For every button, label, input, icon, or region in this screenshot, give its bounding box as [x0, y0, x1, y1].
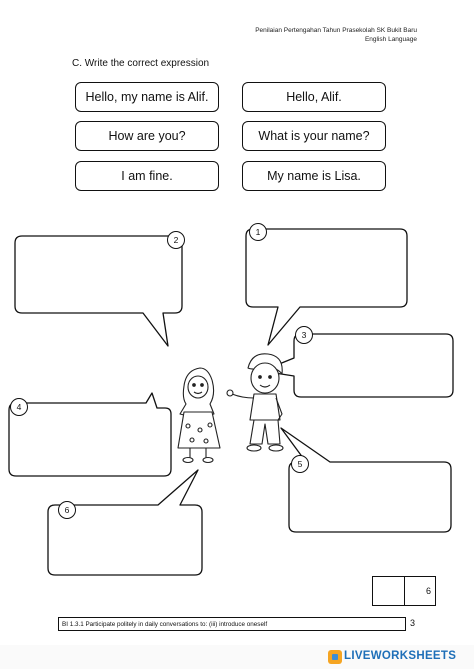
score-divider	[404, 577, 405, 605]
expression-label: Hello, Alif.	[286, 90, 342, 104]
bubble-number: 3	[301, 330, 307, 340]
bubble-number: 1	[255, 227, 261, 237]
speech-bubble-1[interactable]	[246, 229, 407, 345]
header-subject: English Language	[364, 36, 417, 43]
expression-label: My name is Lisa.	[267, 169, 361, 183]
speech-bubble-3[interactable]	[262, 334, 453, 397]
expression-label: How are you?	[108, 129, 186, 143]
score-value: 6	[425, 586, 431, 596]
speech-bubble-4[interactable]	[9, 393, 171, 476]
expression-label: I am fine.	[121, 169, 173, 183]
liveworksheets-logo-icon[interactable]	[328, 650, 342, 664]
brand-name[interactable]: LIVEWORKSHEETS	[344, 650, 457, 662]
expression-label: What is your name?	[258, 129, 370, 143]
speech-bubble-6[interactable]	[48, 470, 202, 575]
bubble-number: 2	[173, 235, 179, 245]
page-number: 3	[410, 618, 416, 628]
expression-label: Hello, my name is Alif.	[85, 90, 209, 104]
speech-bubble-5[interactable]	[281, 428, 451, 532]
girl-illustration	[178, 368, 220, 463]
score-box	[372, 576, 436, 606]
section-title: C. Write the correct expression	[72, 58, 210, 69]
boy-illustration	[227, 354, 283, 451]
speech-bubble-2[interactable]	[15, 236, 182, 346]
learning-standard: BI 1.3.1 Participate politely in daily conversations to: (iii) introduce oneself	[58, 617, 406, 631]
bubble-number: 4	[16, 402, 22, 412]
header-title: Penilaian Pertengahan Tahun Prasekolah SK Bukit Baru	[255, 27, 417, 34]
bubble-number: 6	[64, 505, 70, 515]
bubble-number: 5	[297, 459, 303, 469]
